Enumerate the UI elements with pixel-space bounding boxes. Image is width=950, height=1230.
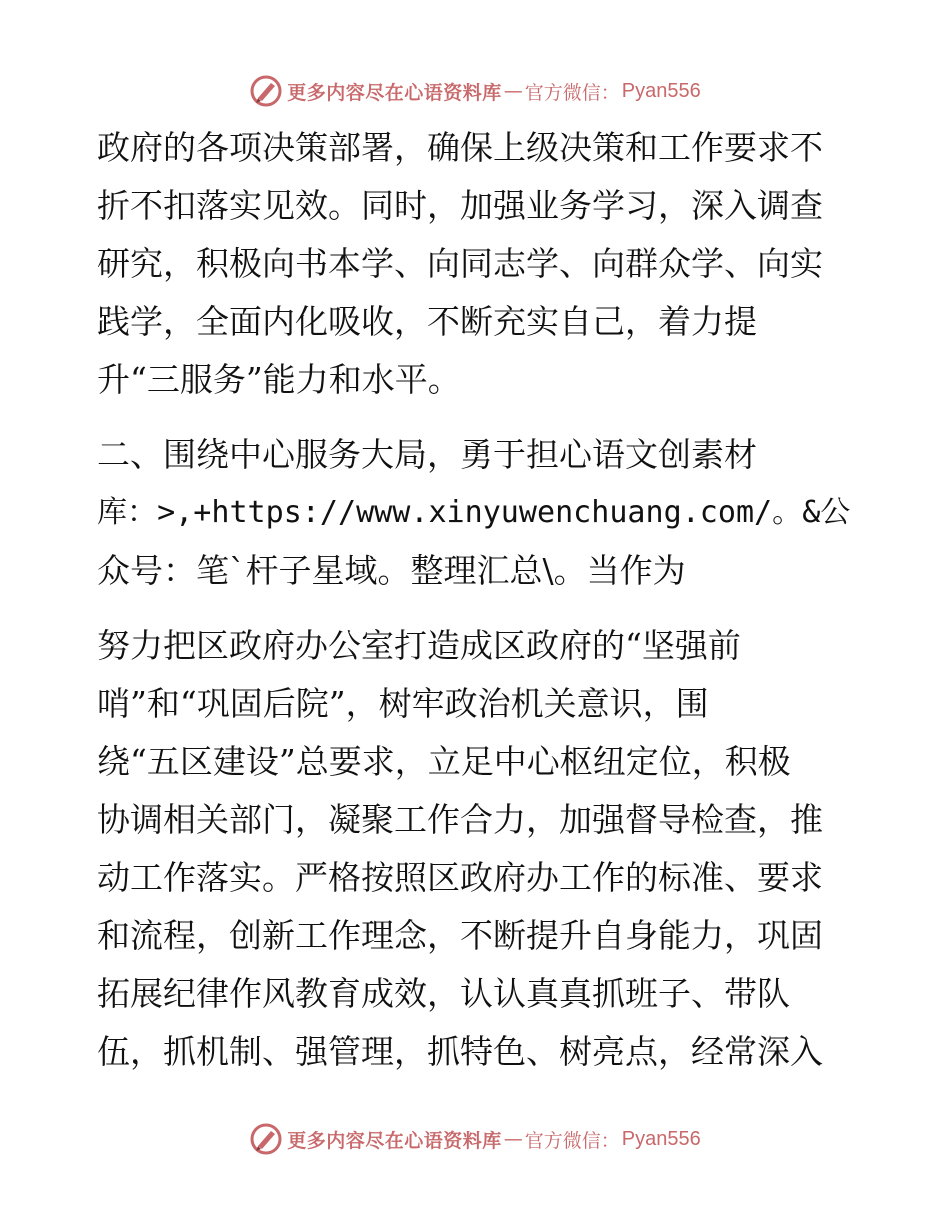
- watermark-wechat-id: Pyan556: [621, 1127, 701, 1150]
- text-line: 践学，全面内化吸收，不断充实自己，着力提: [97, 302, 757, 341]
- text-line: 政府的各项决策部署，确保上级决策和工作要求不: [97, 128, 823, 167]
- text-line: 升“三服务”能力和水平。: [97, 360, 461, 399]
- text-line: 协调相关部门，凝聚工作合力，加强督导检查，推: [97, 800, 823, 839]
- pen-logo-icon: [249, 1122, 283, 1156]
- text-line: 和流程，创新工作理念，不断提升自身能力，巩固: [97, 916, 823, 955]
- watermark-sub-text: 官方微信：: [524, 81, 620, 104]
- text-line: 伍，抓机制、强管理，抓特色、树亮点，经常深入: [97, 1032, 823, 1071]
- watermark-footer: [0, 1121, 950, 1157]
- text-line: 折不扣落实见效。同时，加强业务学习，深入调查: [97, 186, 823, 225]
- watermark-main-text: 更多内容尽在心语资料库: [287, 81, 502, 104]
- text-line: 研究，积极向书本学、向同志学、向群众学、向实: [97, 244, 823, 283]
- text-line: 库：>,+https://www.xinyuwenchuang.com/。&公: [97, 495, 851, 530]
- text-line: 拓展纪律作风教育成效，认认真真抓班子、带队: [97, 974, 790, 1013]
- text-line: 努力把区政府办公室打造成区政府的“坚强前: [97, 626, 741, 665]
- text-line: 绕“五区建设”总要求，立足中心枢纽定位，积极: [97, 742, 791, 781]
- watermark-separator: —: [503, 80, 523, 102]
- watermark-wechat-id: Pyan556: [621, 79, 701, 102]
- watermark-main-text: 更多内容尽在心语资料库: [287, 1129, 502, 1152]
- watermark-sub-text: 官方微信：: [524, 1129, 620, 1152]
- text-line: 动工作落实。严格按照区政府办工作的标准、要求: [97, 858, 823, 897]
- watermark-separator: —: [503, 1128, 523, 1150]
- section-heading: 二、围绕中心服务大局，勇于担心语文创素材: [97, 435, 757, 474]
- watermark-header: [0, 73, 950, 109]
- text-line: 众号：笔`杆子星域。整理汇总\。当作为: [97, 551, 686, 590]
- text-line: 哨”和“巩固后院”，树牢政治机关意识，围: [97, 684, 709, 723]
- pen-logo-icon: [249, 74, 283, 108]
